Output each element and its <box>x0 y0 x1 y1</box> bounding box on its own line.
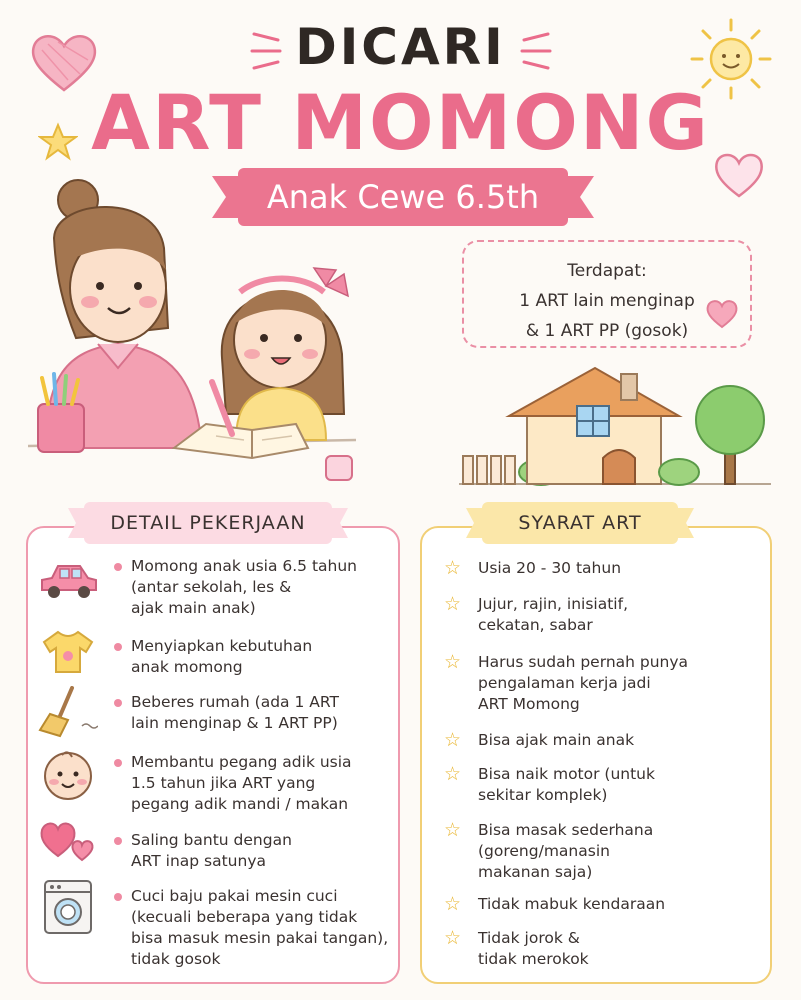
star-bullet-icon: ☆ <box>444 819 462 841</box>
heart-icon <box>705 298 739 330</box>
info-heading: Terdapat: <box>567 261 647 281</box>
job-detail-line: Saling bantu dengan <box>131 831 292 849</box>
requirement-line: Bisa ajak main anak <box>478 731 635 749</box>
requirement-line: Usia 20 - 30 tahun <box>478 559 622 577</box>
job-detail-item <box>131 692 339 734</box>
requirement-line: ART Momong <box>478 695 580 713</box>
info-line: & 1 ART PP (gosok) <box>525 321 689 341</box>
job-detail-item <box>131 830 292 872</box>
hearts-icon <box>38 816 98 864</box>
requirement-line: Bisa masak sederhana <box>478 821 654 839</box>
job-detail-item <box>131 886 388 970</box>
bullet-dot <box>114 699 122 707</box>
requirement-line: cekatan, sabar <box>478 616 593 634</box>
job-detail-line: ART inap satunya <box>131 852 267 870</box>
job-detail-line: Momong anak usia 6.5 tahun <box>131 557 358 575</box>
star-bullet-icon: ☆ <box>444 927 462 949</box>
house-illustration <box>455 360 775 488</box>
page-title: ART MOMONG <box>91 78 710 167</box>
requirement-line: tidak merokok <box>478 950 589 968</box>
bullet-dot <box>114 563 122 571</box>
job-detail-line: Cuci baju pakai mesin cuci <box>131 887 338 905</box>
requirement-item <box>478 730 634 751</box>
info-box <box>462 240 752 348</box>
broom-icon <box>38 686 98 738</box>
requirement-line: sekitar komplek) <box>478 786 608 804</box>
requirement-line: Harus sudah pernah punya <box>478 653 689 671</box>
job-detail-line: Menyiapkan kebutuhan <box>131 637 313 655</box>
requirement-line: Jujur, rajin, inisiatif, <box>478 595 628 613</box>
requirement-item <box>478 594 628 636</box>
star-bullet-icon: ☆ <box>444 893 462 915</box>
requirements-heading: SYARAT ART <box>482 502 678 544</box>
requirement-line: Tidak mabuk kendaraan <box>478 895 666 913</box>
bullet-dot <box>114 893 122 901</box>
requirement-line: pengalaman kerja jadi <box>478 674 651 692</box>
job-detail-line: ajak main anak) <box>131 599 256 617</box>
job-detail-line: lain menginap & 1 ART PP) <box>131 714 338 732</box>
job-detail-line: (antar sekolah, les & <box>131 578 292 596</box>
star-bullet-icon: ☆ <box>444 651 462 673</box>
job-detail-item <box>131 636 312 678</box>
requirement-line: (goreng/manasin <box>478 842 610 860</box>
mother-daughter-illustration <box>26 178 366 482</box>
washing-machine-icon <box>42 878 94 936</box>
star-bullet-icon: ☆ <box>444 729 462 751</box>
job-detail-line: Beberes rumah (ada 1 ART <box>131 693 339 711</box>
requirement-line: makanan saja) <box>478 863 593 881</box>
job-detail-line: 1.5 tahun jika ART yang <box>131 774 316 792</box>
requirement-item <box>478 652 688 715</box>
job-detail-line: (kecuali beberapa yang tidak <box>131 908 358 926</box>
shirt-icon <box>40 628 96 676</box>
job-detail-line: anak momong <box>131 658 243 676</box>
bullet-dot <box>114 837 122 845</box>
kicker-title: DICARI <box>295 18 506 76</box>
requirement-item <box>478 894 665 915</box>
requirement-line: Bisa naik motor (untuk <box>478 765 655 783</box>
requirement-line: Tidak jorok & <box>478 929 580 947</box>
info-line: 1 ART lain menginap <box>519 291 695 311</box>
subtitle-ribbon: Anak Cewe 6.5th <box>238 168 568 226</box>
job-detail-line: Membantu pegang adik usia <box>131 753 352 771</box>
requirement-item <box>478 820 653 883</box>
star-bullet-icon: ☆ <box>444 763 462 785</box>
baby-face-icon <box>40 748 96 802</box>
requirement-item <box>478 764 655 806</box>
job-detail-item <box>131 752 352 815</box>
car-icon <box>36 556 102 602</box>
job-detail-line: pegang adik mandi / makan <box>131 795 349 813</box>
requirement-item <box>478 558 621 579</box>
bullet-dot <box>114 643 122 651</box>
job-detail-line: bisa masuk mesin pakai tangan), <box>131 929 389 947</box>
job-detail-line: tidak gosok <box>131 950 221 968</box>
bullet-dot <box>114 759 122 767</box>
star-bullet-icon: ☆ <box>444 557 462 579</box>
star-bullet-icon: ☆ <box>444 593 462 615</box>
requirement-item <box>478 928 589 970</box>
job-detail-item <box>131 556 357 619</box>
job-details-heading: DETAIL PEKERJAAN <box>84 502 332 544</box>
